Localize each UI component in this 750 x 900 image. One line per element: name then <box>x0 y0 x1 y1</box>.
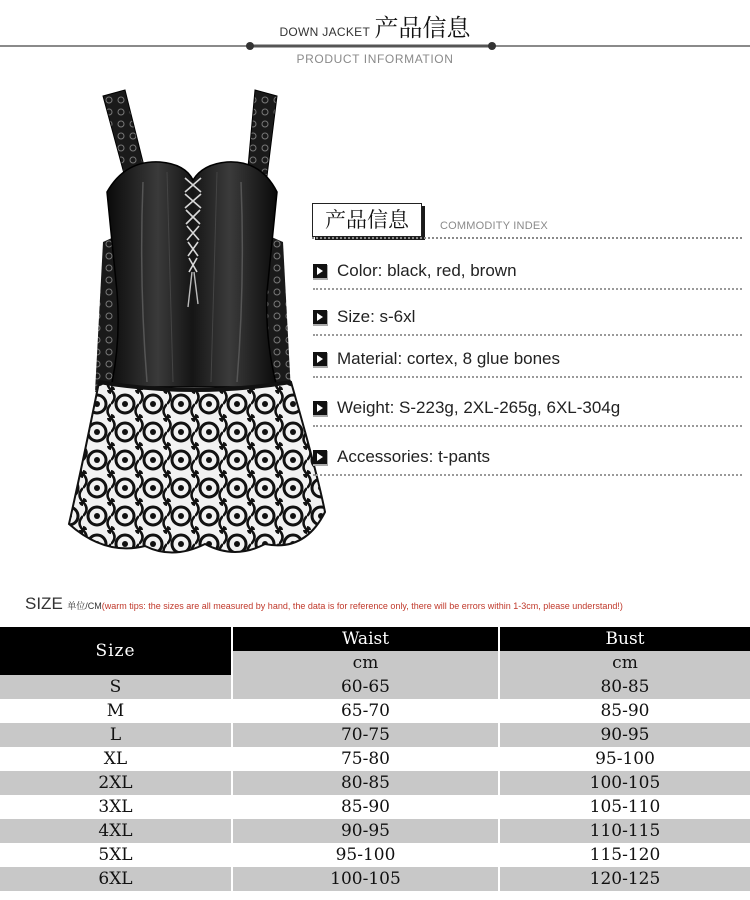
size-cell: 5XL <box>0 843 232 867</box>
dotted-divider <box>313 334 742 336</box>
table-row <box>0 795 750 819</box>
dotted-divider <box>313 425 742 427</box>
size-cell: L <box>0 723 232 747</box>
table-row <box>0 699 750 723</box>
page-header <box>0 8 750 43</box>
waist-cell: 60-65 <box>232 675 499 699</box>
spec-text: Size: s-6xl <box>337 307 416 326</box>
table-row <box>0 675 750 699</box>
product-image <box>55 82 330 562</box>
bust-cell: 95-100 <box>499 747 750 771</box>
waist-cell: 70-75 <box>232 723 499 747</box>
spec-item-size <box>313 304 750 332</box>
size-cell: 6XL <box>0 867 232 891</box>
size-cell: 4XL <box>0 819 232 843</box>
size-cell: 2XL <box>0 771 232 795</box>
waist-cell: 100-105 <box>232 867 499 891</box>
size-note <box>25 594 623 614</box>
table-row <box>0 867 750 891</box>
waist-cell: 65-70 <box>232 699 499 723</box>
size-cell: 3XL <box>0 795 232 819</box>
table-header-row <box>0 627 750 651</box>
spec-item-color <box>313 258 750 286</box>
arrow-bullet-icon <box>313 352 329 368</box>
arrow-bullet-icon <box>313 264 329 280</box>
bust-cell: 100-105 <box>499 771 750 795</box>
dotted-divider <box>313 474 742 476</box>
spec-text: Weight: S-223g, 2XL-265g, 6XL-304g <box>337 398 621 417</box>
size-warning: (warm tips: the sizes are all measured by hand, the data is for reference only, there will be errors within 1-3cm, please understand!) <box>101 601 623 611</box>
bust-column-header: Bust <box>499 627 750 651</box>
dotted-divider <box>312 237 742 239</box>
bust-cell: 110-115 <box>499 819 750 843</box>
arrow-bullet-icon <box>313 401 329 417</box>
dotted-divider <box>313 288 742 290</box>
spec-text: Material: cortex, 8 glue bones <box>337 349 561 368</box>
size-table <box>0 627 750 891</box>
size-cell: XL <box>0 747 232 771</box>
spec-text: Color: black, red, brown <box>337 261 517 280</box>
bust-cell: 115-120 <box>499 843 750 867</box>
waist-cell: 80-85 <box>232 771 499 795</box>
header-divider <box>0 42 750 50</box>
bust-cell: 85-90 <box>499 699 750 723</box>
commodity-header <box>312 203 742 239</box>
table-row <box>0 747 750 771</box>
table-row <box>0 771 750 795</box>
spec-item-accessories <box>313 444 750 472</box>
size-cell: S <box>0 675 232 699</box>
waist-unit: cm <box>232 651 499 675</box>
waist-cell: 75-80 <box>232 747 499 771</box>
table-row <box>0 723 750 747</box>
header-title-en: DOWN JACKET <box>279 25 371 39</box>
size-column-header: Size <box>0 627 232 675</box>
arrow-bullet-icon <box>313 450 329 466</box>
bust-cell: 105-110 <box>499 795 750 819</box>
size-cell: M <box>0 699 232 723</box>
commodity-title-cn: 产品信息 <box>312 203 422 237</box>
bust-unit: cm <box>499 651 750 675</box>
dotted-divider <box>313 376 742 378</box>
spec-item-material <box>313 346 750 374</box>
size-label: SIZE <box>25 594 63 613</box>
bust-cell: 80-85 <box>499 675 750 699</box>
waist-cell: 85-90 <box>232 795 499 819</box>
arrow-bullet-icon <box>313 310 329 326</box>
bust-cell: 120-125 <box>499 867 750 891</box>
bust-cell: 90-95 <box>499 723 750 747</box>
table-row <box>0 819 750 843</box>
waist-cell: 95-100 <box>232 843 499 867</box>
waist-column-header: Waist <box>232 627 499 651</box>
header-title-cn: 产品信息 <box>374 14 471 42</box>
table-row <box>0 843 750 867</box>
spec-item-weight <box>313 395 750 423</box>
spec-text: Accessories: t-pants <box>337 447 491 466</box>
waist-cell: 90-95 <box>232 819 499 843</box>
unit-label: 单位/CM <box>67 601 102 611</box>
commodity-title-en: COMMODITY INDEX <box>440 220 548 232</box>
header-subtitle: PRODUCT INFORMATION <box>296 52 454 66</box>
